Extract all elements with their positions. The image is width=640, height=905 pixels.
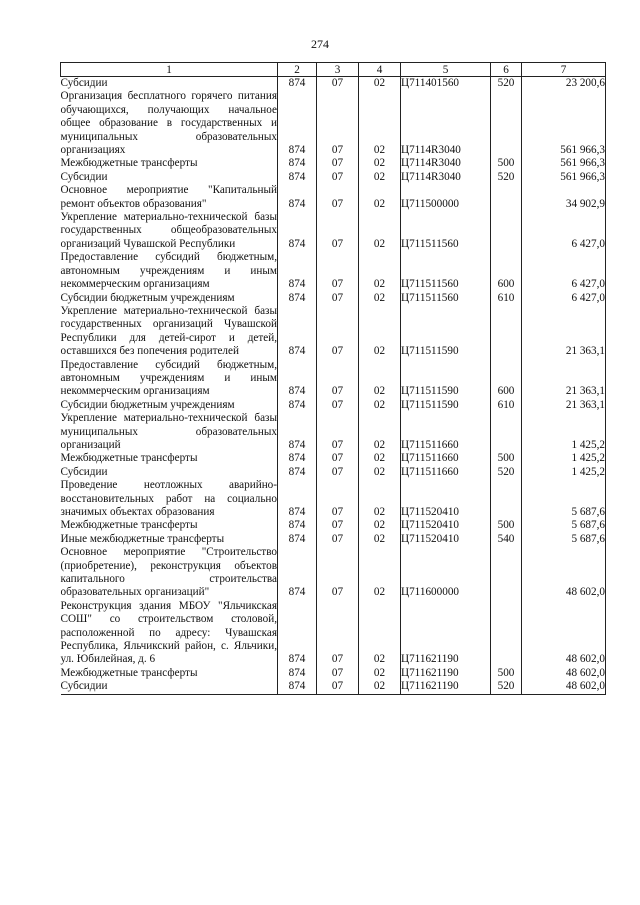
cell-col-2: 874 <box>278 466 317 479</box>
cell-col-3: 07 <box>317 519 359 532</box>
cell-col-2: 874 <box>278 533 317 546</box>
table-row <box>61 479 606 519</box>
cell-col-2: 874 <box>278 292 317 305</box>
table-row <box>61 251 606 291</box>
column-header: 6 <box>491 63 522 77</box>
cell-col-7: 23 200,6 <box>522 77 606 91</box>
row-name-text: Предоставление субсидий бюджетным, автономным учреждениям и иным некоммерческим организациям <box>60 358 277 398</box>
cell-col-6: 520 <box>491 680 522 694</box>
cell-col-4: 02 <box>359 251 401 291</box>
cell-col-3: 07 <box>317 359 359 399</box>
cell-col-7: 48 602,0 <box>522 667 606 680</box>
cell-col-5: Ц7114R3040 <box>401 90 491 157</box>
cell-col-2: 874 <box>278 211 317 251</box>
cell-col-7: 6 427,0 <box>522 251 606 291</box>
cell-col-7: 6 427,0 <box>522 292 606 305</box>
cell-col-6 <box>491 600 522 667</box>
row-name-text: Субсидии бюджетным учреждениям <box>60 398 235 411</box>
cell-col-5: Ц711621190 <box>401 600 491 667</box>
cell-col-5: Ц7114R3040 <box>401 171 491 184</box>
cell-col-7: 48 602,0 <box>522 600 606 667</box>
cell-col-7: 1 425,2 <box>522 466 606 479</box>
cell-col-2: 874 <box>278 680 317 694</box>
row-name-text: Иные межбюджетные трансферты <box>60 532 225 545</box>
cell-col-3: 07 <box>317 533 359 546</box>
column-header: 7 <box>522 63 606 77</box>
cell-col-7: 21 363,1 <box>522 359 606 399</box>
cell-col-4: 02 <box>359 292 401 305</box>
row-name-text: Укрепление материально-технической базы государственных общеобразовательных организаций Чувашской Республики <box>60 211 277 250</box>
cell-col-6: 520 <box>491 466 522 479</box>
row-name-text: Субсидии <box>60 465 108 478</box>
cell-col-3: 07 <box>317 546 359 600</box>
cell-col-6 <box>491 211 522 251</box>
cell-col-3: 07 <box>317 680 359 694</box>
cell-col-2: 874 <box>278 452 317 465</box>
row-name-text: Организация бесплатного горячего питания обучающихся, получающих начальное общее образование в государственных и муниципальных образовательных организациях <box>60 90 277 157</box>
cell-col-5: Ц711621190 <box>401 667 491 680</box>
cell-col-7: 34 902,9 <box>522 184 606 211</box>
row-name <box>61 680 278 694</box>
row-name-text: Субсидии бюджетным учреждениям <box>60 291 235 304</box>
cell-col-3: 07 <box>317 452 359 465</box>
cell-col-7: 561 966,3 <box>522 157 606 170</box>
cell-col-4: 02 <box>359 479 401 519</box>
table-row <box>61 680 606 694</box>
column-header: 5 <box>401 63 491 77</box>
row-name <box>61 251 278 291</box>
table-row <box>61 466 606 479</box>
cell-col-3: 07 <box>317 399 359 412</box>
cell-col-2: 874 <box>278 184 317 211</box>
row-name <box>61 479 278 519</box>
row-name <box>61 77 278 91</box>
row-name-text: Основное мероприятие "Строительство (приобретение), реконструкция объектов капитального строительства образовательных организаций" <box>60 546 277 599</box>
cell-col-5: Ц711600000 <box>401 546 491 600</box>
cell-col-3: 07 <box>317 600 359 667</box>
cell-col-4: 02 <box>359 171 401 184</box>
cell-col-6: 610 <box>491 399 522 412</box>
cell-col-7: 21 363,1 <box>522 305 606 359</box>
cell-col-6: 500 <box>491 519 522 532</box>
cell-col-5: Ц7114R3040 <box>401 157 491 170</box>
cell-col-5: Ц711511560 <box>401 251 491 291</box>
table-row <box>61 600 606 667</box>
cell-col-6: 500 <box>491 667 522 680</box>
table-row <box>61 184 606 211</box>
cell-col-7: 6 427,0 <box>522 211 606 251</box>
cell-col-6: 540 <box>491 533 522 546</box>
cell-col-3: 07 <box>317 412 359 452</box>
table-row <box>61 157 606 170</box>
cell-col-3: 07 <box>317 211 359 251</box>
cell-col-4: 02 <box>359 305 401 359</box>
cell-col-2: 874 <box>278 305 317 359</box>
cell-col-3: 07 <box>317 292 359 305</box>
row-name-text: Межбюджетные трансферты <box>60 452 198 465</box>
table-row <box>61 412 606 452</box>
cell-col-2: 874 <box>278 546 317 600</box>
cell-col-6 <box>491 90 522 157</box>
row-name <box>61 519 278 532</box>
cell-col-3: 07 <box>317 305 359 359</box>
table-row <box>61 533 606 546</box>
cell-col-6 <box>491 546 522 600</box>
row-name <box>61 157 278 170</box>
cell-col-5: Ц711511660 <box>401 412 491 452</box>
cell-col-5: Ц711511590 <box>401 399 491 412</box>
cell-col-3: 07 <box>317 77 359 91</box>
cell-col-2: 874 <box>278 399 317 412</box>
row-name-text: Субсидии <box>60 170 108 183</box>
row-name-text: Реконструкция здания МБОУ "Яльчикская СОШ" со строительством столовой, расположенной по адресу: Чувашская Республика, Яльчикский район, с. Яльчики, ул. Юбилейная, д. 6 <box>60 599 277 666</box>
cell-col-5: Ц711511590 <box>401 359 491 399</box>
cell-col-2: 874 <box>278 90 317 157</box>
cell-col-2: 874 <box>278 171 317 184</box>
cell-col-2: 874 <box>278 412 317 452</box>
row-name <box>61 399 278 412</box>
cell-col-3: 07 <box>317 466 359 479</box>
cell-col-5: Ц711621190 <box>401 680 491 694</box>
cell-col-6 <box>491 412 522 452</box>
cell-col-6 <box>491 184 522 211</box>
table-row <box>61 171 606 184</box>
cell-col-7: 48 602,0 <box>522 546 606 600</box>
cell-col-5: Ц711511590 <box>401 305 491 359</box>
cell-col-6: 520 <box>491 171 522 184</box>
column-header: 3 <box>317 63 359 77</box>
cell-col-6: 500 <box>491 452 522 465</box>
row-name-text: Проведение неотложных аварийно-восстановительных работ на социально значимых объектах образования <box>60 479 277 518</box>
cell-col-7: 561 966,3 <box>522 171 606 184</box>
page-number: 274 <box>311 37 329 51</box>
cell-col-7: 5 687,6 <box>522 519 606 532</box>
column-header: 4 <box>359 63 401 77</box>
cell-col-5: Ц711520410 <box>401 519 491 532</box>
row-name <box>61 600 278 667</box>
cell-col-4: 02 <box>359 466 401 479</box>
cell-col-2: 874 <box>278 600 317 667</box>
row-name <box>61 359 278 399</box>
table-row <box>61 519 606 532</box>
cell-col-5: Ц711500000 <box>401 184 491 211</box>
cell-col-5: Ц711511560 <box>401 292 491 305</box>
cell-col-6: 600 <box>491 251 522 291</box>
row-name <box>61 546 278 600</box>
cell-col-4: 02 <box>359 211 401 251</box>
cell-col-6: 500 <box>491 157 522 170</box>
table-row <box>61 546 606 600</box>
row-name-text: Укрепление материально-технической базы муниципальных образовательных организаций <box>60 412 277 451</box>
budget-table <box>60 62 606 695</box>
row-name-text: Межбюджетные трансферты <box>60 519 198 532</box>
row-name-text: Предоставление субсидий бюджетным, автономным учреждениям и иным некоммерческим организациям <box>60 251 277 291</box>
table-row <box>61 292 606 305</box>
table-row <box>61 359 606 399</box>
cell-col-5: Ц711401560 <box>401 77 491 91</box>
cell-col-4: 02 <box>359 412 401 452</box>
table-header-row <box>61 63 606 77</box>
row-name <box>61 466 278 479</box>
cell-col-7: 1 425,2 <box>522 412 606 452</box>
cell-col-6 <box>491 305 522 359</box>
row-name <box>61 292 278 305</box>
cell-col-5: Ц711520410 <box>401 479 491 519</box>
cell-col-4: 02 <box>359 184 401 211</box>
row-name <box>61 305 278 359</box>
cell-col-4: 02 <box>359 519 401 532</box>
cell-col-7: 5 687,6 <box>522 479 606 519</box>
cell-col-7: 561 966,3 <box>522 90 606 157</box>
row-name <box>61 533 278 546</box>
cell-col-5: Ц711511660 <box>401 452 491 465</box>
row-name <box>61 184 278 211</box>
cell-col-4: 02 <box>359 157 401 170</box>
row-name-text: Субсидии <box>60 680 108 693</box>
row-name <box>61 412 278 452</box>
row-name <box>61 452 278 465</box>
table-row <box>61 399 606 412</box>
cell-col-3: 07 <box>317 171 359 184</box>
cell-col-3: 07 <box>317 90 359 157</box>
cell-col-4: 02 <box>359 533 401 546</box>
cell-col-6 <box>491 479 522 519</box>
cell-col-3: 07 <box>317 479 359 519</box>
cell-col-3: 07 <box>317 667 359 680</box>
cell-col-6: 600 <box>491 359 522 399</box>
table-row <box>61 305 606 359</box>
cell-col-7: 48 602,0 <box>522 680 606 694</box>
column-header: 2 <box>278 63 317 77</box>
cell-col-5: Ц711511560 <box>401 211 491 251</box>
row-name <box>61 171 278 184</box>
row-name-text: Межбюджетные трансферты <box>60 157 198 170</box>
cell-col-3: 07 <box>317 157 359 170</box>
cell-col-2: 874 <box>278 667 317 680</box>
row-name <box>61 90 278 157</box>
cell-col-4: 02 <box>359 452 401 465</box>
row-name <box>61 211 278 251</box>
cell-col-4: 02 <box>359 90 401 157</box>
cell-col-2: 874 <box>278 157 317 170</box>
cell-col-4: 02 <box>359 399 401 412</box>
cell-col-2: 874 <box>278 77 317 91</box>
cell-col-2: 874 <box>278 479 317 519</box>
cell-col-2: 874 <box>278 519 317 532</box>
row-name-text: Основное мероприятие "Капитальный ремонт объектов образования" <box>60 184 277 210</box>
row-name-text: Межбюджетные трансферты <box>60 666 198 679</box>
table-row <box>61 77 606 91</box>
table-row <box>61 452 606 465</box>
cell-col-4: 02 <box>359 359 401 399</box>
cell-col-2: 874 <box>278 251 317 291</box>
cell-col-4: 02 <box>359 600 401 667</box>
table-row <box>61 211 606 251</box>
table-row <box>61 90 606 157</box>
cell-col-4: 02 <box>359 546 401 600</box>
row-name-text: Субсидии <box>60 77 108 89</box>
column-header: 1 <box>61 63 278 77</box>
cell-col-5: Ц711520410 <box>401 533 491 546</box>
table-body <box>61 77 606 695</box>
cell-col-7: 1 425,2 <box>522 452 606 465</box>
cell-col-6: 520 <box>491 77 522 91</box>
row-name <box>61 667 278 680</box>
cell-col-7: 5 687,6 <box>522 533 606 546</box>
cell-col-4: 02 <box>359 77 401 91</box>
cell-col-6: 610 <box>491 292 522 305</box>
cell-col-4: 02 <box>359 680 401 694</box>
table-row <box>61 667 606 680</box>
cell-col-3: 07 <box>317 184 359 211</box>
cell-col-2: 874 <box>278 359 317 399</box>
cell-col-4: 02 <box>359 667 401 680</box>
row-name-text: Укрепление материально-технической базы государственных организаций Чувашской Республики для детей-сирот и детей, оставшихся без попечения родителей <box>60 304 277 358</box>
cell-col-5: Ц711511660 <box>401 466 491 479</box>
cell-col-3: 07 <box>317 251 359 291</box>
cell-col-7: 21 363,1 <box>522 399 606 412</box>
